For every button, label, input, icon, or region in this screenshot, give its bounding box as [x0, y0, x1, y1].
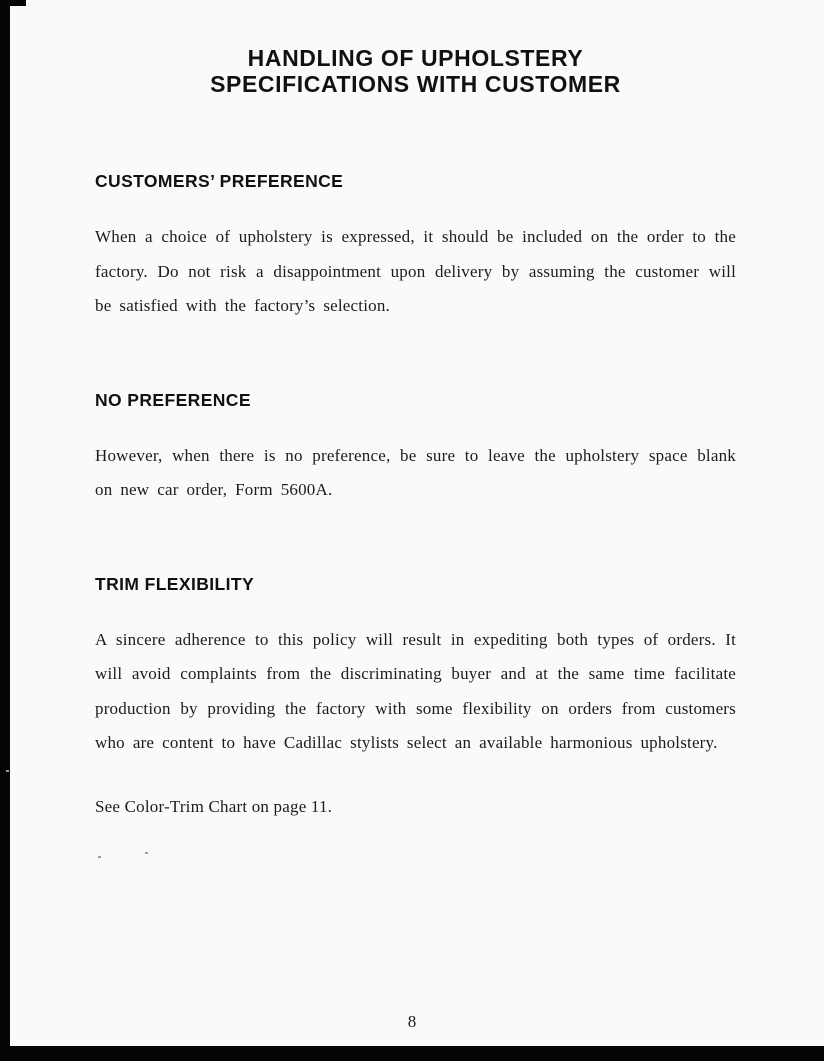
page-title	[95, 45, 736, 97]
scan-edge-bottom	[0, 1046, 824, 1061]
scan-edge-left	[0, 0, 10, 1061]
section-trim-flexibility	[95, 574, 736, 761]
section-body: When a choice of upholstery is expressed, it should be included on the order to the factory. Do not risk a disappointment upon delivery by assuming the customer will be satisfied with the factory’s selection.	[95, 227, 736, 315]
scan-speck	[6, 770, 9, 772]
page-number: 8	[407, 1012, 417, 1031]
section-heading: CUSTOMERS’ PREFERENCE	[95, 171, 344, 191]
page-content	[95, 0, 736, 817]
footer-note: See Color-Trim Chart on page 11.	[95, 796, 333, 816]
scan-speck	[98, 856, 101, 858]
page-title-line-2: SPECIFICATIONS WITH CUSTOMER	[210, 71, 621, 97]
scan-edge-corner	[0, 0, 26, 6]
section-body: However, when there is no preference, be sure to leave the upholstery space blank on new car order, Form 5600A.	[95, 445, 736, 499]
section-no-preference	[95, 390, 736, 508]
section-body: A sincere adherence to this policy will result in expediting both types of orders. It will avoid complaints from the discriminating buyer and at the same time facilitate production by providing the factory with some flexibility on orders from customers who are content to have Cadillac stylists select an available harmonious upholstery.	[95, 629, 736, 752]
page-title-line-1: HANDLING OF UPHOLSTERY	[247, 45, 584, 71]
section-heading: NO PREFERENCE	[95, 389, 251, 410]
section-customers-preference	[95, 171, 736, 324]
scan-speck	[145, 852, 148, 854]
section-heading: TRIM FLEXIBILITY	[95, 573, 255, 594]
